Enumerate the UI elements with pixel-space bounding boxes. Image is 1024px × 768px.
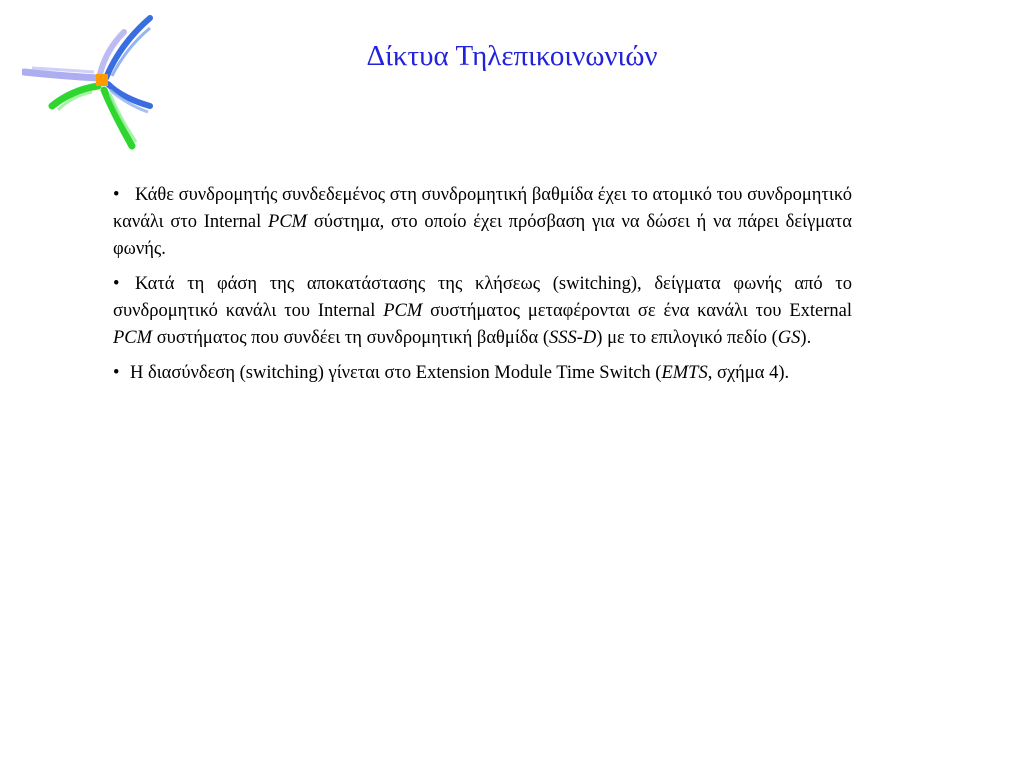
bullet-text-italic: EMTS [661, 363, 708, 383]
star-burst-logo-icon [22, 14, 156, 150]
list-item [113, 360, 852, 387]
bullet-text: Κάθε συνδρομητής συνδεδεμένος στη συνδρομητική βαθμίδα έχει το ατομικό του συνδρομητικό κανάλι στο Internal [113, 185, 852, 232]
bullet-text: ) με το επιλογικό πεδίο ( [596, 328, 778, 348]
bullet-text: συστήματος που συνδέει τη συνδρομητική βαθμίδα ( [152, 328, 549, 348]
bullet-text-italic: GS [777, 328, 801, 348]
bullet-text-italic: PCM [113, 328, 153, 348]
list-item [113, 182, 852, 263]
bullet-text: , σχήμα 4). [707, 363, 790, 383]
bullet-icon: • [113, 274, 120, 294]
bullet-text: συστήματος μεταφέρονται σε ένα κανάλι του External [422, 301, 852, 321]
bullet-text-italic: PCM [268, 212, 308, 232]
bullet-text: Κατά τη φάση της αποκατάστασης της κλήσεως (switching), δείγματα φωνής από το συνδρομητικό κανάλι του Internal [113, 274, 852, 321]
page-title: Δίκτυα Τηλεπικοινωνιών [366, 40, 658, 72]
bullet-text: Η διασύνδεση (switching) γίνεται στο Extension Module Time Switch ( [130, 363, 662, 383]
bullet-list [113, 182, 852, 395]
bullet-text: ). [800, 328, 812, 348]
bullet-icon: • [113, 185, 120, 205]
list-item [113, 271, 852, 352]
bullet-text-italic: SSS-D [549, 328, 597, 348]
bullet-icon: • [113, 363, 120, 383]
bullet-text: σύστημα, στο οποίο έχει πρόσβαση για να δώσει ή να πάρει δείγματα φωνής. [113, 212, 852, 259]
bullet-text-italic: PCM [383, 301, 423, 321]
